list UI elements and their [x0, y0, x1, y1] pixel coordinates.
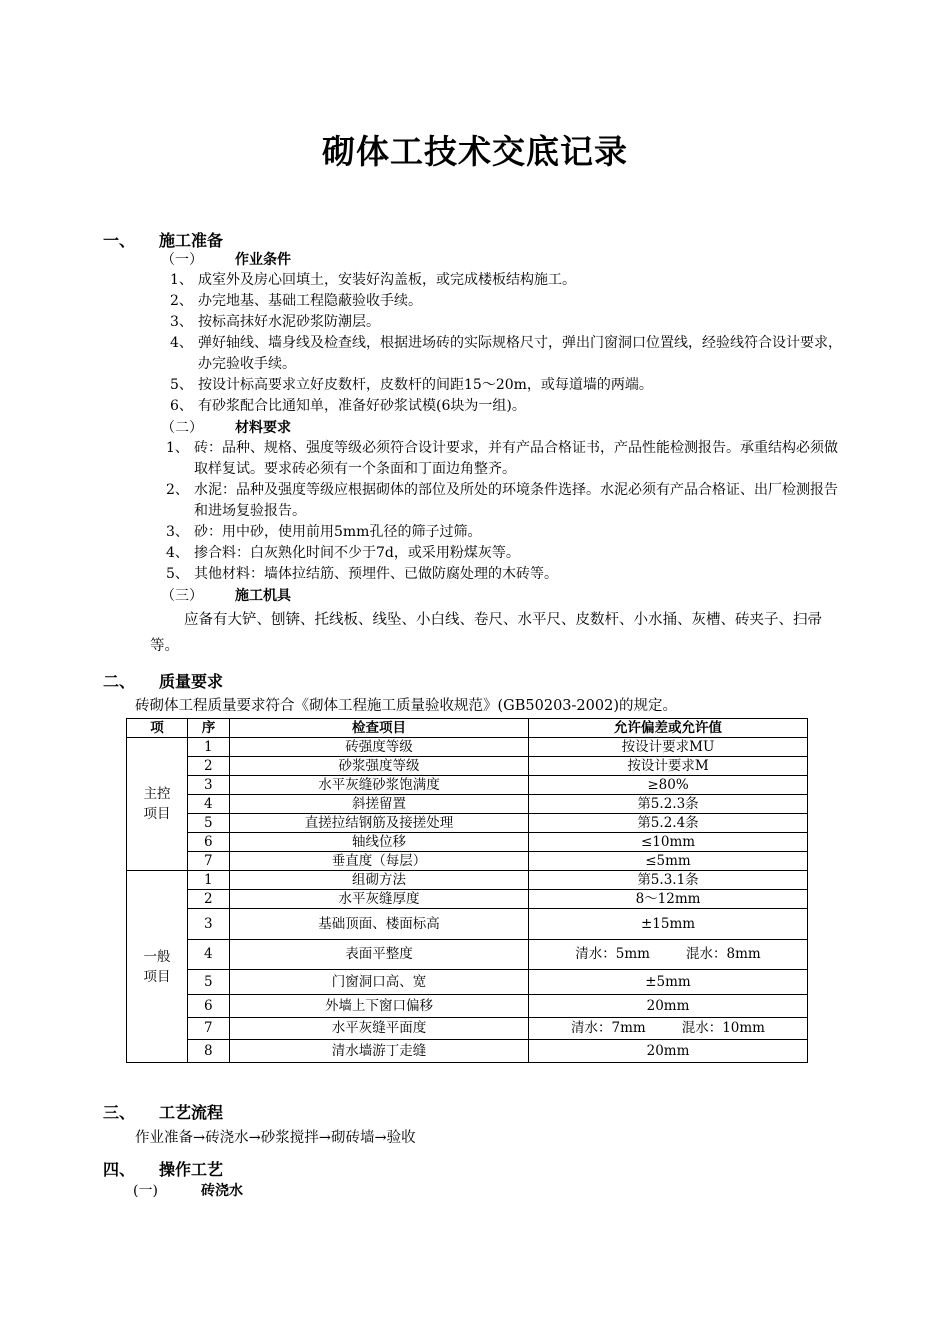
list-item: [166, 522, 481, 543]
item-text: 其他材料：墙体拉结筋、预埋件、已做防腐处理的木砖等。: [194, 566, 558, 582]
row-number: 7: [188, 852, 230, 871]
subsection-4-1-number: (一): [133, 1183, 158, 1199]
subsection-1-1-heading: [161, 249, 291, 269]
check-item: 清水墙游丁走缝: [230, 1040, 529, 1063]
check-item: 表面平整度: [230, 940, 529, 970]
mixed-water-value: 混水：8mm: [686, 946, 761, 962]
allowed-value: ≤5mm: [529, 852, 808, 871]
item-number: 3、: [166, 524, 189, 540]
section-2-title: 质量要求: [159, 672, 224, 691]
check-item: 垂直度（每层）: [230, 852, 529, 871]
subsection-1-2-title: 材料要求: [235, 420, 291, 436]
table-row: [127, 940, 808, 970]
item-text: 弹好轴线、墙身线及检查线，根据进场砖的实际规格尺寸，弹出门窗洞口位置线，经验线符合设计要求，办完验收手续。: [198, 335, 842, 372]
clear-water-value: 清水：7mm: [571, 1020, 646, 1036]
row-number: 5: [188, 970, 230, 995]
table-row: [127, 995, 808, 1018]
mixed-water-value: 混水：10mm: [681, 1020, 765, 1036]
allowed-value: 按设计要求MU: [529, 738, 808, 757]
page-title: 砌体工技术交底记录: [322, 132, 628, 171]
table-row: [127, 1018, 808, 1040]
group-label-general: [127, 871, 188, 1063]
row-number: 7: [188, 1018, 230, 1040]
table-row: [127, 909, 808, 940]
table-row: [127, 776, 808, 795]
item-text: 砂：用中砂，使用前用5mm孔径的筛子过筛。: [194, 524, 482, 540]
item-text: 成室外及房心回填土，安装好沟盖板，或完成楼板结构施工。: [198, 272, 576, 288]
list-item: [170, 375, 653, 396]
item-number: 2、: [170, 293, 193, 309]
item-number: 4、: [166, 545, 189, 561]
table-row: [127, 1040, 808, 1063]
section-3-heading: [103, 1100, 223, 1123]
process-flow: 作业准备→砖浇水→砂浆搅拌→砌砖墙→验收: [135, 1130, 416, 1146]
subsection-1-1-title: 作业条件: [235, 252, 291, 268]
table-row: [127, 757, 808, 776]
row-number: 3: [188, 776, 230, 795]
list-item: [170, 396, 526, 417]
check-item: 水平灰缝平面度: [230, 1018, 529, 1040]
row-number: 2: [188, 890, 230, 909]
list-item: [166, 438, 850, 480]
section-1-heading: [103, 228, 223, 251]
row-number: 4: [188, 940, 230, 970]
check-item: 斜搓留置: [230, 795, 529, 814]
item-text: 按设计标高要求立好皮数杆，皮数杆的间距15～20m，或每道墙的两端。: [198, 377, 653, 393]
allowed-value: 20mm: [529, 1040, 808, 1063]
item-text: 有砂浆配合比通知单，准备好砂浆试模(6块为一组)。: [198, 398, 526, 414]
check-item: 水平灰缝厚度: [230, 890, 529, 909]
section-4-number: 四、: [103, 1160, 136, 1179]
section-3-title: 工艺流程: [159, 1103, 224, 1122]
table-row: [127, 890, 808, 909]
header-cell: 项: [127, 719, 188, 738]
subsection-1-2-heading: [161, 417, 291, 437]
section-2-number: 二、: [103, 672, 136, 691]
table-row: [127, 970, 808, 995]
section-4-heading: [103, 1157, 223, 1180]
header-cell: 检查项目: [230, 719, 529, 738]
item-text: 按标高抹好水泥砂浆防潮层。: [198, 314, 380, 330]
item-number: 2、: [166, 482, 189, 498]
check-item: 外墙上下窗口偏移: [230, 995, 529, 1018]
check-item: 轴线位移: [230, 833, 529, 852]
table-row: [127, 795, 808, 814]
item-text: 掺合料：白灰熟化时间不少于7d，或采用粉煤灰等。: [194, 545, 520, 561]
check-item: 水平灰缝砂浆饱满度: [230, 776, 529, 795]
check-item: 门窗洞口高、宽: [230, 970, 529, 995]
tools-paragraph: 应备有大铲、刨锛、托线板、线坠、小白线、卷尺、水平尺、皮数杆、小水捅、灰槽、砖夹子、扫帚等。: [150, 612, 822, 654]
subsection-4-1-title: 砖浇水: [201, 1183, 243, 1199]
row-number: 3: [188, 909, 230, 940]
allowed-value: ±5mm: [529, 970, 808, 995]
list-item: [170, 312, 380, 333]
subsection-4-1-heading: [133, 1180, 243, 1200]
header-cell: 序: [188, 719, 230, 738]
item-number: 1、: [170, 272, 193, 288]
item-text: 砖：品种、规格、强度等级必须符合设计要求，并有产品合格证书，产品性能检测报告。承重结构必须做取样复试。要求砖必须有一个条面和丁面边角整齐。: [194, 440, 838, 477]
item-number: 3、: [170, 314, 193, 330]
section-3-number: 三、: [103, 1103, 136, 1122]
table-row: [127, 852, 808, 871]
group-label-text: 主控项目: [143, 786, 171, 822]
list-item: [170, 270, 576, 291]
list-item: [166, 480, 850, 522]
table-row: [127, 833, 808, 852]
allowed-value: 第5.2.3条: [529, 795, 808, 814]
section-1-title: 施工准备: [159, 231, 224, 250]
check-item: 砖强度等级: [230, 738, 529, 757]
section-2-heading: [103, 669, 223, 692]
section-4-title: 操作工艺: [159, 1160, 224, 1179]
row-number: 6: [188, 995, 230, 1018]
item-text: 水泥：品种及强度等级应根据砌体的部位及所处的环境条件选择。水泥必须有产品合格证、出厂检测报告和进场复验报告。: [194, 482, 838, 519]
list-item: [166, 543, 520, 564]
item-number: 4、: [170, 335, 193, 351]
allowed-value: ≥80%: [529, 776, 808, 795]
item-number: 5、: [166, 566, 189, 582]
allowed-value: 按设计要求M: [529, 757, 808, 776]
table-row: [127, 871, 808, 890]
quality-table: [126, 718, 808, 1063]
clear-water-value: 清水：5mm: [575, 946, 650, 962]
table-row: [127, 738, 808, 757]
allowed-value: [529, 1018, 808, 1040]
subsection-1-3-title: 施工机具: [235, 588, 291, 604]
allowed-value: ±15mm: [529, 909, 808, 940]
item-number: 6、: [170, 398, 193, 414]
allowed-value: 第5.2.4条: [529, 814, 808, 833]
row-number: 6: [188, 833, 230, 852]
allowed-value: [529, 940, 808, 970]
section-1-number: 一、: [103, 231, 136, 250]
header-cell: 允许偏差或允许值: [529, 719, 808, 738]
check-item: 砂浆强度等级: [230, 757, 529, 776]
item-number: 5、: [170, 377, 193, 393]
item-number: 1、: [166, 440, 189, 456]
row-number: 5: [188, 814, 230, 833]
list-item: [170, 291, 422, 312]
allowed-value: 20mm: [529, 995, 808, 1018]
quality-intro: 砖砌体工程质量要求符合《砌体工程施工质量验收规范》(GB50203-2002)的规定。: [135, 698, 677, 714]
subsection-1-2-number: （二）: [161, 420, 203, 436]
subsection-1-1-number: （一）: [161, 252, 203, 268]
table-header-row: [127, 719, 808, 738]
list-item: [170, 333, 850, 375]
row-number: 1: [188, 871, 230, 890]
row-number: 4: [188, 795, 230, 814]
group-label-text: 一般项目: [143, 948, 171, 985]
allowed-value: ≤10mm: [529, 833, 808, 852]
subsection-1-3-heading: [161, 585, 291, 605]
allowed-value: 8～12mm: [529, 890, 808, 909]
item-text: 办完地基、基础工程隐蔽验收手续。: [198, 293, 422, 309]
row-number: 1: [188, 738, 230, 757]
subsection-1-3-number: （三）: [161, 588, 203, 604]
row-number: 8: [188, 1040, 230, 1063]
row-number: 2: [188, 757, 230, 776]
check-item: 直搓拉结钢筋及接搓处理: [230, 814, 529, 833]
group-label-main: [127, 738, 188, 871]
check-item: 组砌方法: [230, 871, 529, 890]
check-item: 基础顶面、楼面标高: [230, 909, 529, 940]
table-row: [127, 814, 808, 833]
list-item: [166, 564, 558, 585]
allowed-value: 第5.3.1条: [529, 871, 808, 890]
